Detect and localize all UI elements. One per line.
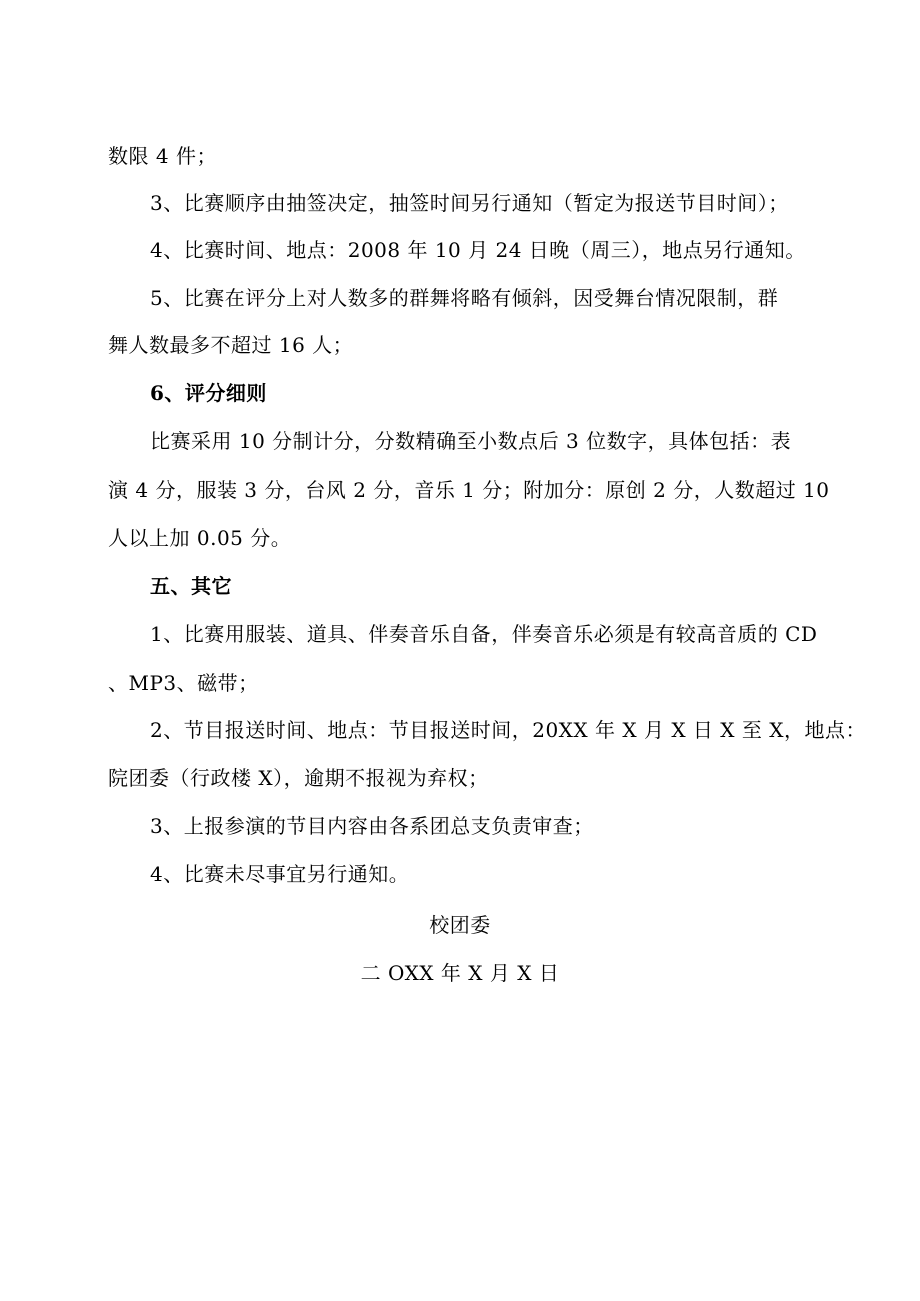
section-heading: 五、其它: [150, 574, 232, 598]
paragraph-line: 4、比赛未尽事宜另行通知。: [150, 862, 410, 886]
paragraph-line: 舞人数最多不超过 16 人；: [108, 333, 354, 357]
paragraph-line: 数限 4 件；: [108, 144, 217, 168]
paragraph-line: 2、节目报送时间、地点：节目报送时间，20XX 年 X 月 X 日 X 至 X，地点：: [150, 718, 866, 742]
signature-date: 二 OXX 年 X 月 X 日: [360, 961, 560, 985]
section-heading: 6、评分细则: [150, 381, 267, 405]
paragraph-line: 比赛采用 10 分制计分，分数精确至小数点后 3 位数字，具体包括：表: [150, 429, 792, 453]
paragraph-line: 演 4 分，服装 3 分，台风 2 分，音乐 1 分；附加分：原创 2 分，人数超过 10: [108, 478, 830, 502]
paragraph-line: 5、比赛在评分上对人数多的群舞将略有倾斜，因受舞台情况限制，群: [150, 286, 779, 310]
paragraph-line: 4、比赛时间、地点：2008 年 10 月 24 日晚（周三），地点另行通知。: [150, 238, 806, 262]
paragraph-line: 院团委（行政楼 X），逾期不报视为弃权；: [108, 766, 489, 790]
paragraph-line: 3、上报参演的节目内容由各系团总支负责审查；: [150, 814, 594, 838]
paragraph-line: 3、比赛顺序由抽签决定，抽签时间另行通知（暂定为报送节目时间）；: [150, 191, 789, 215]
paragraph-line: 、MP3、磁带；: [108, 671, 259, 695]
paragraph-line: 1、比赛用服装、道具、伴奏音乐自备，伴奏音乐必须是有较高音质的 CD: [150, 622, 818, 646]
signature-org: 校团委: [429, 913, 491, 937]
paragraph-line: 人以上加 0.05 分。: [108, 526, 292, 550]
